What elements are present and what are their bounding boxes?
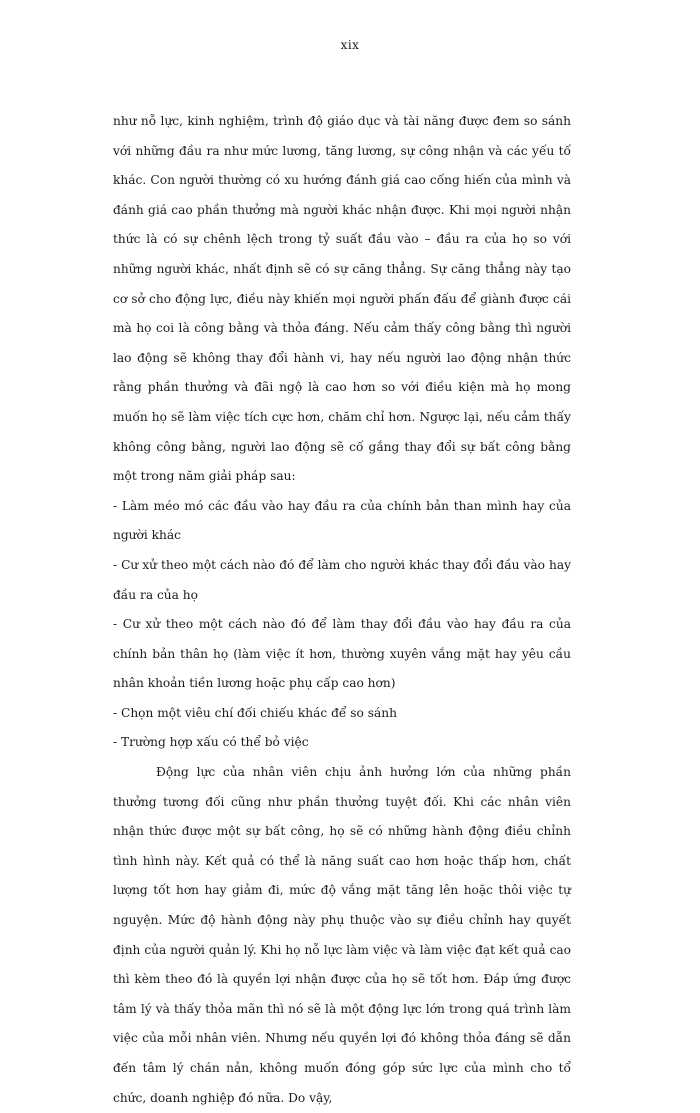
page-number: xix — [340, 38, 360, 52]
body-text — [113, 107, 571, 1113]
list-item: - Cư xử theo một cách nào đó để làm cho người khác thay đổi đầu vào hay đầu ra của họ — [113, 557, 571, 602]
paragraph-new: Động lực của nhân viên chịu ảnh hưởng lớn của những phần thưởng tương đối cũng như phần thưởng tuyệt đối. Khi các nhân viên nhận thức được một sự bất công, họ sẽ có những hành động điều chỉnh tình hình này. Kết quả có thể là năng suất cao hơn hoặc thấp hơn, chất lượng tốt hơn hay giảm đi, mức độ vắng mặt tăng lên hoặc thôi việc tự nguyện. Mức độ hành động này phụ thuộc vào sự điều chỉnh hay quyết định của người quản lý. Khi họ nỗ lực làm việc và làm việc đạt kết quả cao thì kèm theo đó là quyền lợi nhận được của họ sẽ tốt hơn. Đáp ứng được tâm lý và thấy thỏa mãn thì nó sẽ là một động lực lớn trong quá trình làm việc của mỗi nhân viên. Nhưng nếu quyền lợi đó không thỏa đáng sẽ dẫn đến tâm lý chán nản, không muốn đóng góp sức lực của mình cho tổ chức, doanh nghiệp đó nữa. Do vậy, — [113, 765, 571, 1105]
list-item: - Cư xử theo một cách nào đó để làm thay đổi đầu vào hay đầu ra của chính bản thân họ (làm việc ít hơn, thường xuyên vắng mặt hay yêu cầu nhân khoản tiền lương hoặc phụ cấp cao hơn) — [113, 617, 571, 691]
list-item: - Chọn một viêu chí đối chiếu khác để so sánh — [113, 705, 397, 720]
list-item: - Làm méo mó các đầu vào hay đầu ra của chính bản than mình hay của người khác — [113, 498, 571, 543]
paragraph-continued: như nỗ lực, kinh nghiệm, trình độ giáo dục và tài năng được đem so sánh với những đầu ra như mức lương, tăng lương, sự công nhận và các yếu tố khác. Con người thường có xu hướng đánh giá cao cống hiến của mình và đánh giá cao phần thưởng mà người khác nhận được. Khi mọi người nhận thức là có sự chênh lệch trong tỷ suất đầu vào – đầu ra của họ so với những người khác, nhất định sẽ có sự căng thẳng. Sự căng thẳng này tạo cơ sở cho động lực, điều này khiến mọi người phấn đấu để giành được cái mà họ coi là công bằng và thỏa đáng. Nếu cảm thấy công bằng thì người lao động sẽ không thay đổi hành vi, hay nếu người lao động nhận thức rằng phần thưởng và đãi ngộ là cao hơn so với điều kiện mà họ mong muốn họ sẽ làm việc tích cực hơn, chăm chỉ hơn. Ngược lại, nếu cảm thấy không công bằng, người lao động sẽ cố gắng thay đổi sự bất công bằng một trong năm giải pháp sau: — [113, 114, 571, 484]
list-item: - Trường hợp xấu có thể bỏ việc — [113, 735, 309, 750]
